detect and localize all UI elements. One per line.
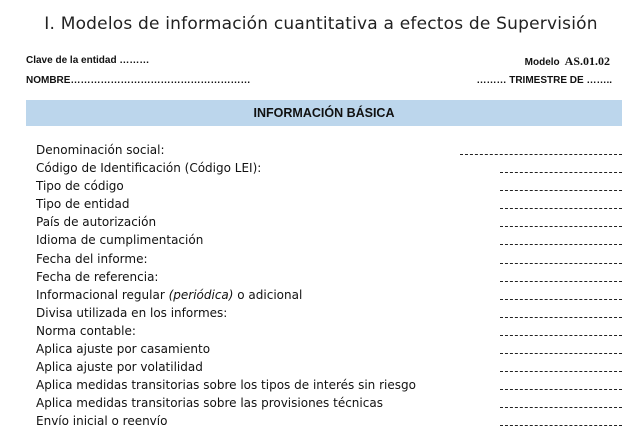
field-row-report-date <box>36 251 626 269</box>
answer-line <box>500 371 622 372</box>
field-label: Tipo de entidad <box>36 197 130 212</box>
field-label-end: o adicional <box>233 287 303 302</box>
quarter-line <box>476 75 612 86</box>
field-label: Idioma de cumplimentación <box>36 233 204 248</box>
field-label <box>36 287 302 303</box>
document-title: I. Modelos de información cuantitativa a efectos de Supervisión <box>44 14 598 34</box>
field-row-reference-date <box>36 269 626 287</box>
field-row-matching-adjustment <box>36 341 626 359</box>
answer-line <box>500 244 622 245</box>
field-row-regular-or-additional <box>36 287 626 305</box>
answer-line <box>500 226 622 227</box>
answer-line <box>460 154 622 155</box>
answer-line <box>500 389 622 390</box>
field-label-emphasis: (periódica) <box>168 287 234 302</box>
answer-line <box>500 263 622 264</box>
basic-info-list <box>36 142 626 432</box>
answer-line <box>500 335 622 336</box>
section-banner: INFORMACIÓN BÁSICA <box>26 100 622 126</box>
field-row-entity-type <box>36 196 626 214</box>
field-label: País de autorización <box>36 215 157 230</box>
field-row-volatility-adjustment <box>36 359 626 377</box>
field-label: Aplica ajuste por volatilidad <box>36 360 203 375</box>
answer-line <box>500 353 622 354</box>
answer-line <box>500 172 622 173</box>
answer-line <box>500 425 622 426</box>
answer-line <box>500 407 622 408</box>
answer-line <box>500 317 622 318</box>
field-label: Fecha de referencia: <box>36 269 159 284</box>
field-row-accounting-standard <box>36 323 626 341</box>
field-row-language <box>36 232 626 250</box>
answer-line <box>500 299 622 300</box>
entity-name-line <box>26 75 250 86</box>
field-label: Aplica medidas transitorias sobre los tipos de interés sin riesgo <box>36 378 416 393</box>
field-label: Aplica ajuste por casamiento <box>36 342 211 357</box>
field-label: Fecha del informe: <box>36 251 148 266</box>
quarter-label: ……… TRIMESTRE DE …….. <box>476 75 612 86</box>
field-row-lei-code <box>36 160 626 178</box>
field-label: Divisa utilizada en los informes: <box>36 305 228 320</box>
model-label: Modelo <box>524 57 560 68</box>
answer-line <box>500 208 622 209</box>
field-label: Denominación social: <box>36 143 165 157</box>
field-label: Envío inicial o reenvío <box>36 414 168 429</box>
field-row-code-type <box>36 178 626 196</box>
field-label: Tipo de código <box>36 179 124 194</box>
field-row-company-name <box>36 142 626 160</box>
field-row-transitional-technical-provisions <box>36 395 626 413</box>
entity-name-label: NOMBRE……………………………………………… <box>26 75 251 86</box>
field-row-transitional-risk-free-rates <box>36 377 626 395</box>
field-row-initial-or-resubmission <box>36 413 626 431</box>
field-row-authorization-country <box>36 214 626 232</box>
field-label: Código de Identificación (Código LEI): <box>36 161 262 176</box>
answer-line <box>500 281 622 282</box>
entity-key-label: Clave de la entidad ……… <box>26 55 150 66</box>
field-label: Norma contable: <box>36 323 136 338</box>
field-label: Aplica medidas transitorias sobre las provisiones técnicas <box>36 396 383 411</box>
answer-line <box>500 190 622 191</box>
field-row-reporting-currency <box>36 305 626 323</box>
entity-key-line <box>26 55 149 66</box>
field-label-start: Informacional regular <box>36 287 169 302</box>
model-code: AS.01.02 <box>564 54 610 68</box>
model-line <box>525 54 610 69</box>
